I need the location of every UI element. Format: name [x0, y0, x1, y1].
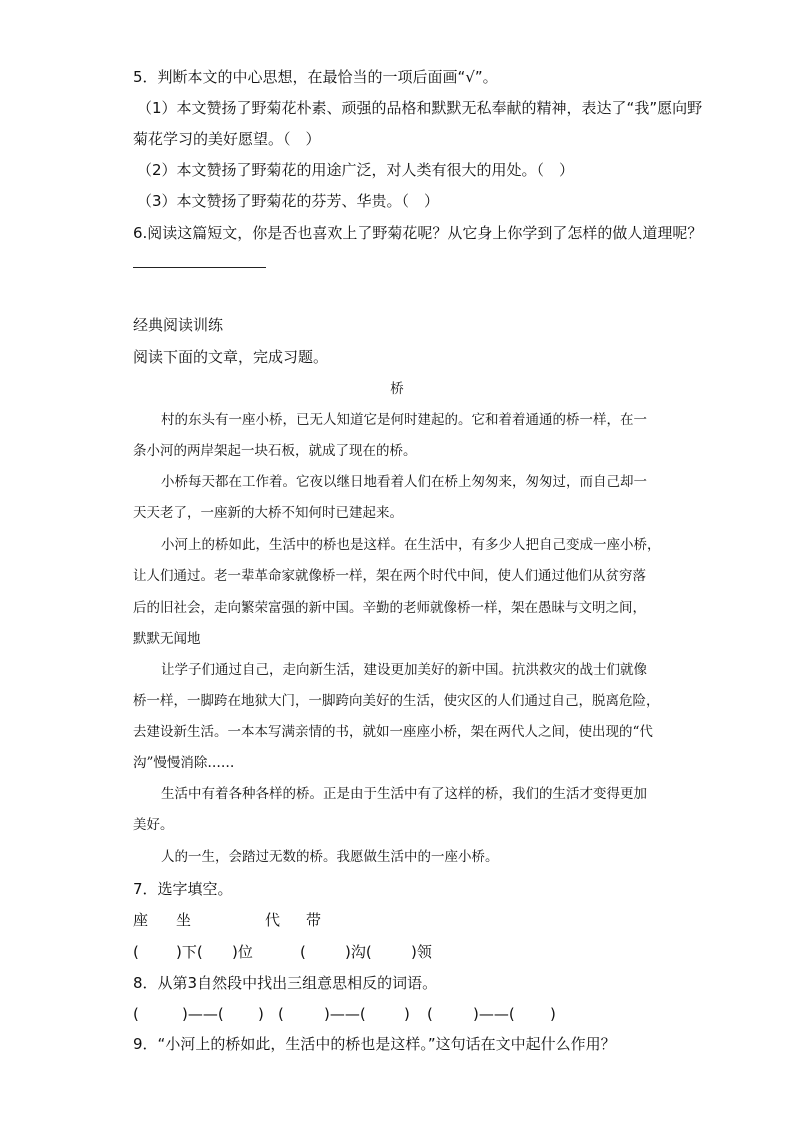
- blank-paren[interactable]: (: [278, 1005, 284, 1023]
- choice-char: 坐: [176, 911, 192, 929]
- passage-line: 人的一生，会踏过无数的桥。我愿做生活中的一座小桥。: [161, 849, 499, 865]
- choice-char: 带: [306, 911, 322, 929]
- blank-paren[interactable]: (: [133, 943, 139, 961]
- passage-line: 桥一样，一脚跨在地狱大门，一脚跨向美好的生活，使灾区的人们通过自己，脱离危险，: [133, 693, 660, 709]
- blank-paren[interactable]: )沟(: [345, 943, 372, 961]
- passage-line: 条小河的两岸架起一块石板，就成了现在的桥。: [133, 443, 417, 459]
- q5-stem: 5．判断本文的中心思想，在最恰当的一项后面画“√”。: [133, 68, 498, 86]
- passage-line: 小桥每天都在工作着。它夜以继日地看着人们在桥上匆匆来，匆匆过，而自己却一: [161, 474, 647, 490]
- blank-paren[interactable]: ): [550, 1005, 556, 1023]
- blank-paren[interactable]: )下(: [176, 943, 203, 961]
- blank-paren[interactable]: (: [427, 1005, 433, 1023]
- passage-line: 后的旧社会，走向繁荣富强的新中国。辛勤的老师就像桥一样，架在愚昧与文明之间，: [133, 600, 646, 616]
- blank-paren[interactable]: )位: [232, 943, 253, 961]
- blank-paren[interactable]: )——(: [473, 1005, 515, 1023]
- q6-stem: 6.阅读这篇短文，你是否也喜欢上了野菊花呢？从它身上你学到了怎样的做人道理呢？: [133, 224, 703, 242]
- passage-line: 生活中有着各种各样的桥。正是由于生活中有了这样的桥，我们的生活才变得更加: [161, 786, 647, 802]
- choice-char: 座: [133, 911, 149, 929]
- passage-line: 让学子们通过自己，走向新生活，建设更加美好的新中国。抗洪救灾的战士们就像: [161, 662, 647, 678]
- section-heading: 经典阅读训练: [133, 316, 224, 334]
- passage-line: 天天老了，一座新的大桥不知何时已建起来。: [133, 505, 403, 521]
- section-instruction: 阅读下面的文章，完成习题。: [133, 348, 329, 366]
- passage-line: 小河上的桥如此，生活中的桥也是这样。在生活中，有多少人把自己变成一座小桥，: [161, 537, 661, 553]
- passage-line: 美好。: [133, 817, 174, 833]
- blank-paren[interactable]: ): [404, 1005, 410, 1023]
- blank-paren[interactable]: (: [133, 1005, 139, 1023]
- passage-line: 让人们通过。老一辈革命家就像桥一样，架在两个时代中间，使人们通过他们从贫穷落: [133, 568, 646, 584]
- passage-line: 去建设新生活。一本本写满亲情的书，就如一座座小桥，架在两代人之间，使出现的“代: [133, 724, 653, 740]
- q5-option-2: （2）本文赞扬了野菊花的用途广泛，对人类有很大的用处。（ ）: [137, 161, 575, 179]
- q5-option-1-cont: 菊花学习的美好愿望。（ ）: [133, 130, 321, 148]
- choice-char: 代: [265, 911, 281, 929]
- q5-option-1: （1）本文赞扬了野菊花朴素、顽强的品格和默默无私奉献的精神，表达了“我”愿向野: [137, 99, 703, 117]
- passage-line: 默默无闻地: [133, 631, 201, 647]
- passage-title: 桥: [390, 381, 404, 397]
- q5-option-3: （3）本文赞扬了野菊花的芬芳、华贵。（ ）: [137, 192, 440, 210]
- q7-stem: 7．选字填空。: [133, 880, 233, 898]
- q9-stem: 9．“小河上的桥如此，生活中的桥也是这样。”这句话在文中起什么作用？: [133, 1035, 616, 1053]
- blank-paren[interactable]: )——(: [182, 1005, 224, 1023]
- blank-paren[interactable]: ): [258, 1005, 264, 1023]
- blank-paren[interactable]: (: [300, 943, 306, 961]
- blank-paren[interactable]: )领: [411, 943, 432, 961]
- passage-line: 沟”慢慢消除……: [133, 755, 235, 771]
- q8-stem: 8．从第3自然段中找出三组意思相反的词语。: [133, 974, 438, 992]
- answer-line[interactable]: [133, 267, 266, 268]
- blank-paren[interactable]: )——(: [324, 1005, 366, 1023]
- passage-line: 村的东头有一座小桥，已无人知道它是何时建起的。它和着着通通的桥一样，在一: [161, 412, 647, 428]
